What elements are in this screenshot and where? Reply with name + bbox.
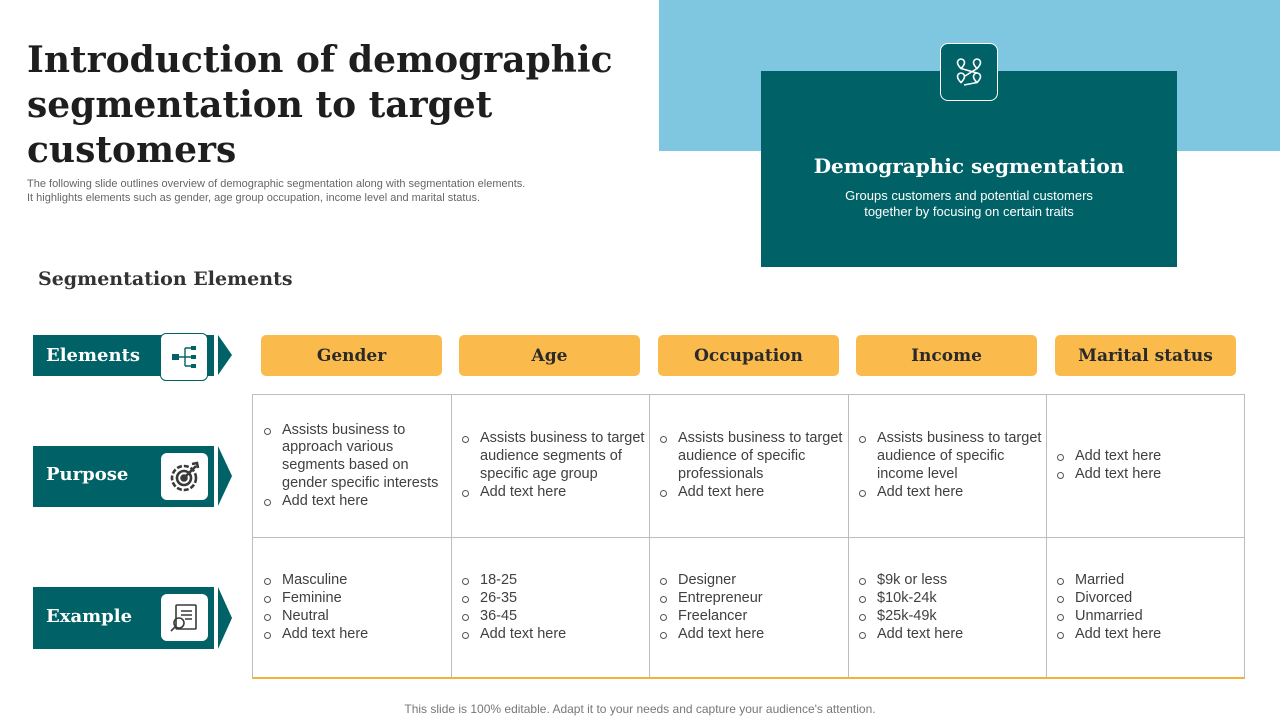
row-label-text: Purpose (46, 464, 129, 485)
list-item: Assists business to target audience of specific income level (858, 430, 1046, 483)
list-item: Entrepreneur (659, 590, 764, 608)
row-label-purpose (33, 446, 214, 507)
location-network-icon (940, 43, 998, 101)
row-label-example (33, 587, 214, 649)
row-arrow (218, 335, 232, 375)
list-item: Neutral (263, 608, 368, 626)
page-title: Introduction of demographic segmentation to target customers (27, 39, 613, 171)
list-item: $9k or less (858, 572, 963, 590)
list-item: Divorced (1056, 590, 1161, 608)
list-item: $10k-24k (858, 590, 963, 608)
list-item: 36-45 (461, 608, 566, 626)
example-cell-occupation (649, 538, 848, 678)
purpose-cell-age (451, 395, 649, 537)
list-item: Feminine (263, 590, 368, 608)
list-item: Assists business to target audience segments of specific age group (461, 430, 649, 483)
column-header-age: Age (459, 335, 640, 376)
list-item: 18-25 (461, 572, 566, 590)
list-item: Designer (659, 572, 764, 590)
list-item: Add text here (1056, 626, 1161, 644)
list-item: Freelancer (659, 608, 764, 626)
list-item: Add text here (659, 484, 848, 502)
row-arrow (218, 587, 232, 649)
list-item: Unmarried (1056, 608, 1161, 626)
row-label-elements (33, 335, 214, 376)
column-header-occupation: Occupation (658, 335, 839, 376)
purpose-cell-income (848, 395, 1046, 537)
target-icon (161, 453, 208, 500)
list-item: $25k-49k (858, 608, 963, 626)
list-item: Add text here (1056, 466, 1161, 484)
list-item: Assists business to approach various segments based on gender specific interests (263, 422, 451, 493)
example-cell-income (848, 538, 1046, 678)
purpose-cell-marital-status (1046, 395, 1244, 537)
example-cell-gender (253, 538, 451, 678)
row-arrow (218, 446, 232, 506)
row-label-text: Elements (46, 345, 141, 366)
column-header-marital-status: Marital status (1055, 335, 1236, 376)
list-item: 26-35 (461, 590, 566, 608)
list-item: Add text here (858, 626, 963, 644)
footer-note: This slide is 100% editable. Adapt it to your needs and capture your audience's attention. (404, 702, 876, 716)
column-header-gender: Gender (261, 335, 442, 376)
list-item: Add text here (263, 626, 368, 644)
segmentation-table (252, 394, 1245, 679)
list-item: Add text here (461, 626, 566, 644)
document-search-icon (161, 594, 208, 641)
list-item: Married (1056, 572, 1161, 590)
example-cell-marital-status (1046, 538, 1244, 678)
hierarchy-icon (160, 333, 208, 381)
example-cell-age (451, 538, 649, 678)
list-item: Add text here (263, 493, 451, 511)
list-item: Add text here (659, 626, 764, 644)
card-title: Demographic segmentation (813, 154, 1125, 178)
section-title: Segmentation Elements (38, 268, 293, 290)
purpose-cell-occupation (649, 395, 848, 537)
list-item: Add text here (1056, 448, 1161, 466)
column-header-income: Income (856, 335, 1037, 376)
card-description: Groups customers and potential customers together by focusing on certain traits (845, 188, 1093, 219)
list-item: Assists business to target audience of specific professionals (659, 430, 848, 483)
list-item: Masculine (263, 572, 368, 590)
list-item: Add text here (858, 484, 1046, 502)
purpose-cell-gender (253, 395, 451, 537)
list-item: Add text here (461, 484, 649, 502)
row-label-text: Example (46, 606, 133, 627)
page-subtitle: The following slide outlines overview of demographic segmentation along with segmentation elements. It highlights elements such as gender, age group occupation, income level and marital status. (27, 178, 526, 204)
